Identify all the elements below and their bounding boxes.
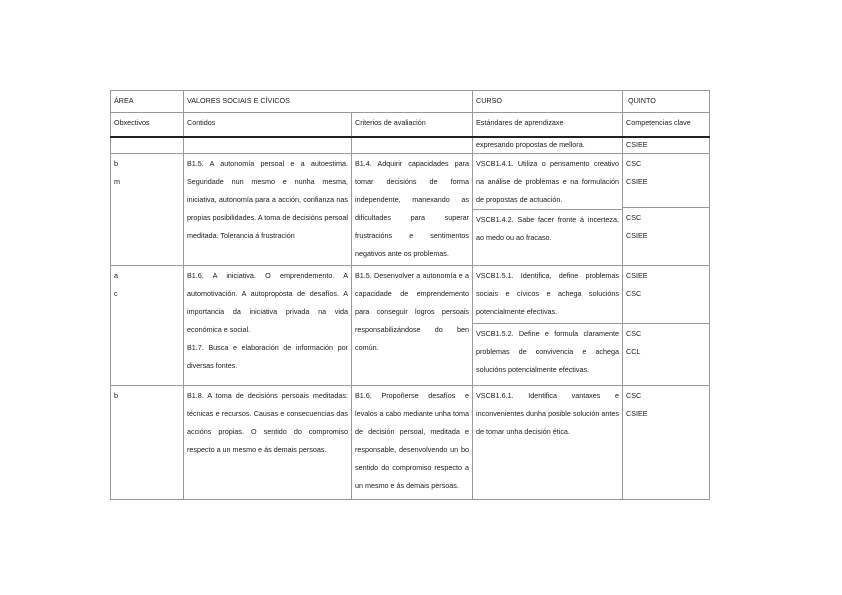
competence-item: CSIEE (626, 271, 648, 280)
table-row (111, 154, 710, 266)
objectives-cell (111, 386, 184, 500)
col-objectives: Obxectivos (111, 113, 184, 137)
standard-item: VSCB1.6.1. Identifica vantaxes e inconvenientes dunha posible solución antes de tomar unha decisión ética. (473, 386, 623, 500)
standard-item: VSCB1.5.2. Define e formula claramente problemas de convivencia e achega solucións potencialmente efectivas. (473, 323, 622, 385)
objectives-cell (111, 154, 184, 266)
continuation-competence: CSIEE (623, 137, 710, 154)
col-standards: Estándares de aprendizaxe (473, 113, 623, 137)
table-row (111, 266, 710, 386)
continuation-row (111, 137, 710, 154)
competences-cell (623, 266, 710, 386)
standard-item: VSCB1.5.1. Identifica, define problemas sociais e cívicos e achega solucións potencialmente efectivas. (476, 271, 620, 316)
content-cell (184, 266, 352, 386)
curriculum-table (110, 90, 710, 500)
table-row (111, 386, 710, 500)
standards-cell (473, 266, 623, 386)
content-item: B1.6. A iniciativa. O emprendemento. A automotivación. A autoproposta de desafíos. A importancia da iniciativa privada na vida económica e social. (187, 271, 348, 334)
standard-item: VSCB1.4.2. Sabe facer fronte á incerteza, ao medo ou ao fracaso. (473, 209, 622, 265)
competence-item: CSIEE (626, 409, 648, 418)
competences-cell (623, 386, 710, 500)
area-value: VALORES SOCIAIS E CÍVICOS (184, 91, 473, 113)
curso-value: QUINTO (623, 91, 710, 113)
competence-item: CCL (626, 347, 641, 356)
objective-item: a (114, 271, 118, 280)
criterion-cell: B1.6. Propoñerse desafíos e levalos a cabo mediante unha toma de decisión persoal, meditada e responsable, desenvolvendo un bo sentido do compromiso respecto a un mesmo e ás demais persoas. (352, 386, 473, 500)
competence-item: CSC (626, 329, 642, 338)
competence-item: CSC (626, 159, 642, 168)
header-row (111, 91, 710, 113)
col-competences: Competencias clave (623, 113, 710, 137)
competence-item: CSC (626, 391, 642, 400)
competence-item: CSC (626, 289, 642, 298)
col-criteria: Criterios de avaliación (352, 113, 473, 137)
objective-item: c (114, 289, 118, 298)
column-header-row (111, 113, 710, 137)
content-cell: B1.8. A toma de decisións persoais meditadas: técnicas e recursos. Causas e consecuencias das accións propias. O sentido do compromiso respecto a un mesmo e ás demais persoas. (184, 386, 352, 500)
competence-item: CSIEE (626, 231, 648, 240)
standard-item: VSCB1.4.1. Utiliza o pensamento creativo na análise de problemas e na formulación de propostas de actuación. (476, 159, 620, 204)
competences-cell (623, 154, 710, 266)
criterion-cell: B1.5. Desenvolver a autonomía e a capacidade de emprendemento para conseguir logros persoais responsabilizándose do ben común. (352, 266, 473, 386)
criterion-cell: B1.4. Adquirir capacidades para tomar decisións de forma independente, manexando as dificultades para superar frustracións e sentimentos negativos ante os problemas. (352, 154, 473, 266)
objectives-cell (111, 266, 184, 386)
continuation-standard: expresando propostas de mellora. (473, 137, 623, 154)
curso-label: CURSO (473, 91, 623, 113)
competence-item: CSIEE (626, 177, 648, 186)
objective-item: b (114, 159, 118, 168)
area-label: ÁREA (111, 91, 184, 113)
standards-cell (473, 154, 623, 266)
content-cell: B1.5. A autonomía persoal e a autoestima. Seguridade nun mesmo e nunha mesma, iniciativa, autonomía para a acción, confianza nas propias posibilidades. A toma de decisións persoal meditada. Tolerancia á frustración (184, 154, 352, 266)
objective-item: m (114, 177, 120, 186)
objective-item: b (114, 391, 118, 400)
content-item: B1.7. Busca e elaboración de información por diversas fontes. (187, 343, 348, 370)
competence-item: CSC (626, 213, 642, 222)
col-contents: Contidos (184, 113, 352, 137)
